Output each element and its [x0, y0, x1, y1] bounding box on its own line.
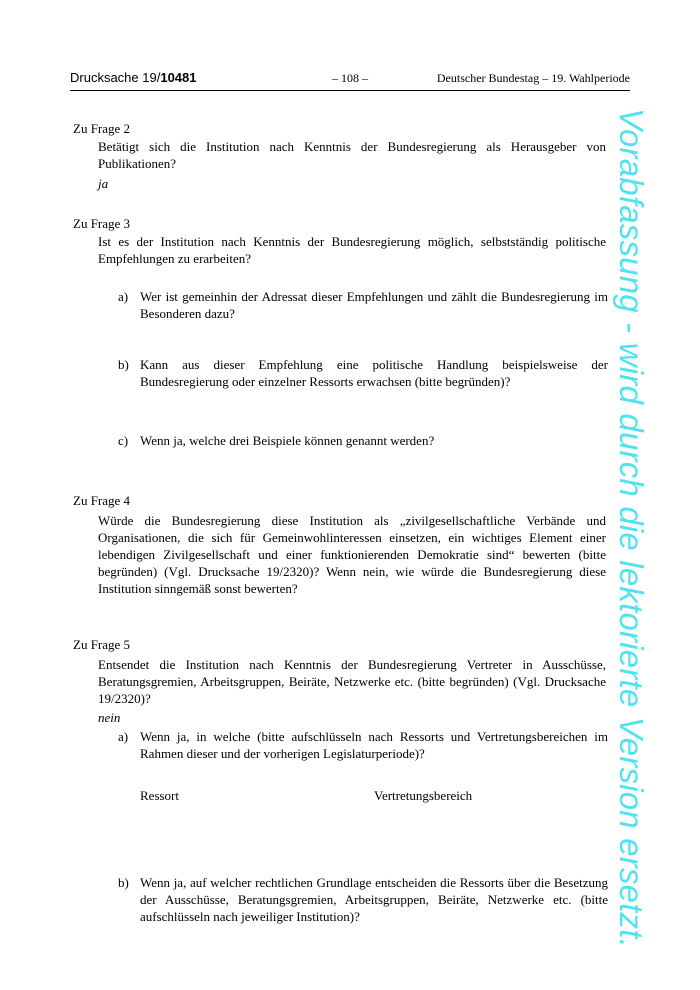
frage-3-heading: Zu Frage 3	[73, 216, 131, 231]
frage-2-text: Betätigt sich die Institution nach Kenntnis der Bundesregierung als Herausgeber von Publikationen?	[98, 139, 606, 171]
header-publisher: Deutscher Bundestag – 19. Wahlperiode	[436, 71, 630, 85]
frage-3-item-b: b) Kann aus dieser Empfehlung eine politische Handlung beispielsweise der Bundesregierung oder einzelner Ressorts erwachsen (bitte begründen)?	[118, 357, 608, 389]
frage-5-item-a: a) Wenn ja, in welche (bitte aufschlüsseln nach Ressorts und Vertretungsbereichen im Rahmen dieser und der vorherigen Legislaturperiode)?	[118, 729, 608, 761]
frage-4-heading: Zu Frage 4	[73, 493, 131, 508]
frage-4-text: Würde die Bundesregierung diese Institution als „zivilgesellschaftliche Verbände und Organisationen, die sich für Gemeinwohlinteressen einsetzen, ein wichtiges Element einer lebendigen Zivilgesellschaft und einer funktionierenden Demokratie sind“ bewerten (bitte begründen) (Vgl. Drucksache 19/2320)? Wenn nein, wie würde die Bundesregierung diese Institution sinngemäß sonst bewerten?	[98, 513, 606, 596]
frage-2-answer: ja	[98, 176, 109, 191]
frage-5-text: Entsendet die Institution nach Kenntnis der Bundesregierung Vertreter in Ausschüsse, Beratungsgremien, Arbeitsgruppen, Beiräte, Netzwerke etc. (bitte begründen) (Vgl. Drucksache 19/2320)?	[98, 657, 606, 706]
frage-5-item-b: b) Wenn ja, auf welcher rechtlichen Grundlage entscheiden die Ressorts über die Besetzung der Ausschüsse, Beratungsgremien, Arbeitsgruppen, Beiräte, Netzwerke etc. (bitte aufschlüsseln nach jeweiliger Institution)?	[118, 875, 608, 924]
frage-3-text: Ist es der Institution nach Kenntnis der Bundesregierung möglich, selbstständig politische Empfehlungen zu erarbeiten?	[98, 234, 606, 266]
column-vertretungsbereich: Vertretungsbereich	[374, 788, 473, 803]
page-number: – 108 –	[332, 71, 368, 85]
frage-5-heading: Zu Frage 5	[73, 637, 131, 652]
document-number: Drucksache 19/10481	[70, 70, 197, 85]
frage-3-item-a: a) Wer ist gemeinhin der Adressat dieser Empfehlungen und zählt die Bundesregierung im Besonderen dazu?	[118, 289, 608, 321]
page-header	[70, 70, 630, 91]
frage-5-answer: nein	[98, 710, 121, 725]
column-ressort: Ressort	[140, 788, 179, 803]
frage-2-heading: Zu Frage 2	[73, 121, 131, 136]
draft-watermark: Vorabfassung - wird durch die lektorierte Version ersetzt.	[613, 108, 650, 949]
frage-3-item-c: c) Wenn ja, welche drei Beispiele können genannt werden?	[118, 433, 435, 448]
